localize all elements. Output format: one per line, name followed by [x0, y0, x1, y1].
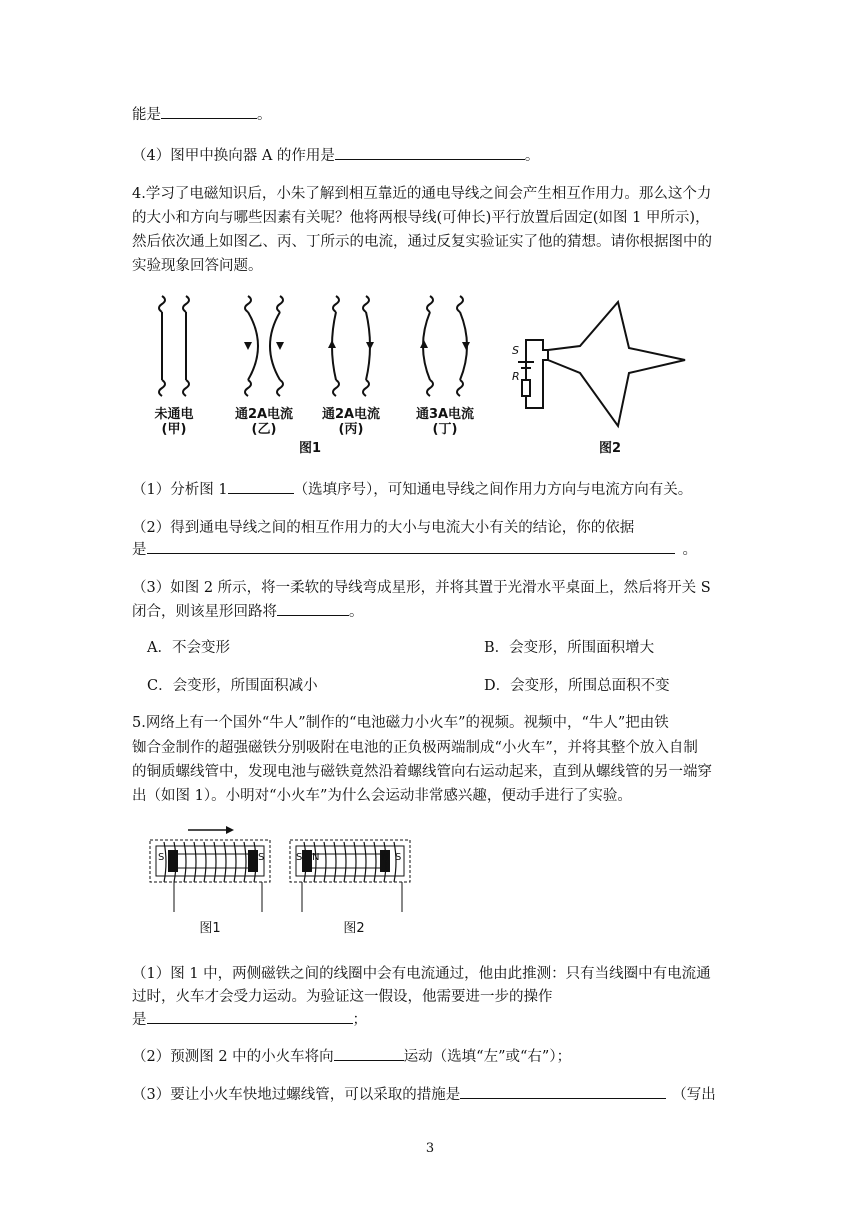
question-5-1: 过时，火车才会受力运动。为验证这一假设，他需要进一步的操作 [132, 989, 553, 1005]
problem-4-text: 然后依次通上如图乙、丙、丁所示的电流，通过反复实验证实了他的猜想。请你根据图中的 [132, 234, 712, 250]
answer-blank[interactable] [334, 1046, 404, 1061]
current-arrow [244, 342, 252, 350]
fig1-label-jia: 未通电 [154, 407, 194, 422]
svg-text:N: N [382, 852, 390, 863]
current-arrow [276, 342, 284, 350]
fig1-sub-jia: (甲) [161, 422, 187, 437]
svg-text:N: N [169, 852, 177, 863]
svg-text:S: S [158, 852, 165, 863]
solenoid-fig2 [290, 840, 410, 936]
question-5-1: （1）图 1 中，两侧磁铁之间的线圈中会有电流通过，他由此推测：只有当线圈中有电流通 [132, 966, 711, 982]
svg-text:图2: 图2 [343, 921, 365, 936]
fig1-sub-yi: (乙) [251, 422, 277, 437]
answer-blank[interactable] [277, 601, 349, 616]
problem-4-figures [140, 288, 700, 458]
wire-pair-bing [332, 296, 370, 396]
fig1-label-yi: 通2A电流 [234, 407, 294, 422]
fig1-sub-bing: (丙) [338, 422, 364, 437]
resistor-label: R [512, 370, 520, 383]
answer-blank[interactable] [335, 145, 525, 160]
switch-label: S [512, 344, 519, 357]
question-5-2: （2）预测图 2 中的小火车将向 运动（选填“左”或“右”）； [132, 1046, 571, 1067]
problem-5-text: 5.网络上有一个国外“牛人”制作的“电池磁力小火车”的视频。视频中，“牛人”把由铁 [132, 715, 669, 731]
option-c[interactable]: C．会变形，所围面积减小 [147, 678, 318, 694]
problem-5-figures [140, 820, 420, 940]
answer-blank[interactable] [161, 104, 257, 119]
star-circuit [518, 302, 685, 426]
option-b[interactable]: B．会变形，所围面积增大 [484, 640, 655, 656]
question-4-3: 闭合，则该星形回路将 。 [132, 601, 364, 622]
question-4-4: （4）图甲中换向器 A 的作用是 。 [132, 145, 539, 166]
option-a[interactable]: A．不会变形 [147, 640, 230, 656]
wire-pair-yi [245, 296, 283, 396]
svg-text:S: S [258, 852, 265, 863]
fig1-label-bing: 通2A电流 [321, 407, 381, 422]
question-4-3: （3）如图 2 所示，将一柔软的导线弯成星形，并将其置于光滑水平桌面上，然后将开关 S [132, 580, 711, 596]
current-arrow [462, 342, 470, 350]
wire-pair-jia [159, 296, 189, 396]
question-5-3: （3）要让小火车快地过螺线管，可以采取的措施是 （写出 [132, 1084, 716, 1105]
fig2-caption: 图2 [598, 441, 622, 456]
answer-blank[interactable] [228, 479, 294, 494]
problem-4-text: 的大小和方向与哪些因素有关呢？他将两根导线(可伸长)平行放置后固定(如图 1 甲所示)， [132, 210, 710, 226]
fig1-label-ding: 通3A电流 [415, 407, 475, 422]
svg-text:N: N [248, 852, 256, 863]
answer-blank[interactable] [147, 1009, 353, 1024]
problem-5-text: 铷合金制作的超强磁铁分别吸附在电池的正负极两端制成“小火车”，并将其整个放入自制 [132, 740, 698, 756]
current-arrow [366, 342, 374, 350]
text-line: 能是 。 [132, 104, 272, 125]
answer-blank[interactable] [460, 1084, 666, 1099]
solenoid-fig1 [150, 826, 270, 936]
question-4-2: 是 。 [132, 539, 697, 560]
current-arrow [328, 340, 336, 348]
problem-4-text: 4.学习了电磁知识后，小朱了解到相互靠近的通电导线之间会产生相互作用力。那么这个力 [132, 186, 712, 202]
problem-5-text: 的铜质螺线管中，发现电池与磁铁竟然沿着螺线管向右运动起来，直到从螺线管的另一端穿 [132, 764, 712, 780]
problem-5-text: 出（如图 1）。小明对“小火车”为什么会运动非常感兴趣，便动手进行了实验。 [132, 788, 632, 804]
svg-text:图1: 图1 [199, 921, 221, 936]
answer-blank[interactable] [147, 539, 675, 554]
question-4-1: （1）分析图 1 （选填序号），可知通电导线之间作用力方向与电流方向有关。 [132, 479, 692, 500]
fig1-sub-ding: (丁) [432, 422, 458, 437]
current-arrow [420, 340, 428, 348]
option-d[interactable]: D．会变形，所围总面积不变 [484, 678, 670, 694]
fig1-caption: 图1 [298, 441, 322, 456]
svg-text:S: S [395, 852, 402, 863]
page-number: 3 [425, 1141, 435, 1156]
problem-4-text: 实验现象回答问题。 [132, 258, 263, 274]
question-4-2: （2）得到通电导线之间的相互作用力的大小与电流大小有关的结论，你的依据 [132, 520, 635, 536]
question-5-1: 是 ； [132, 1009, 367, 1030]
svg-text:S: S [296, 852, 303, 863]
svg-text:N: N [312, 852, 320, 863]
wire-pair-ding [423, 296, 467, 396]
